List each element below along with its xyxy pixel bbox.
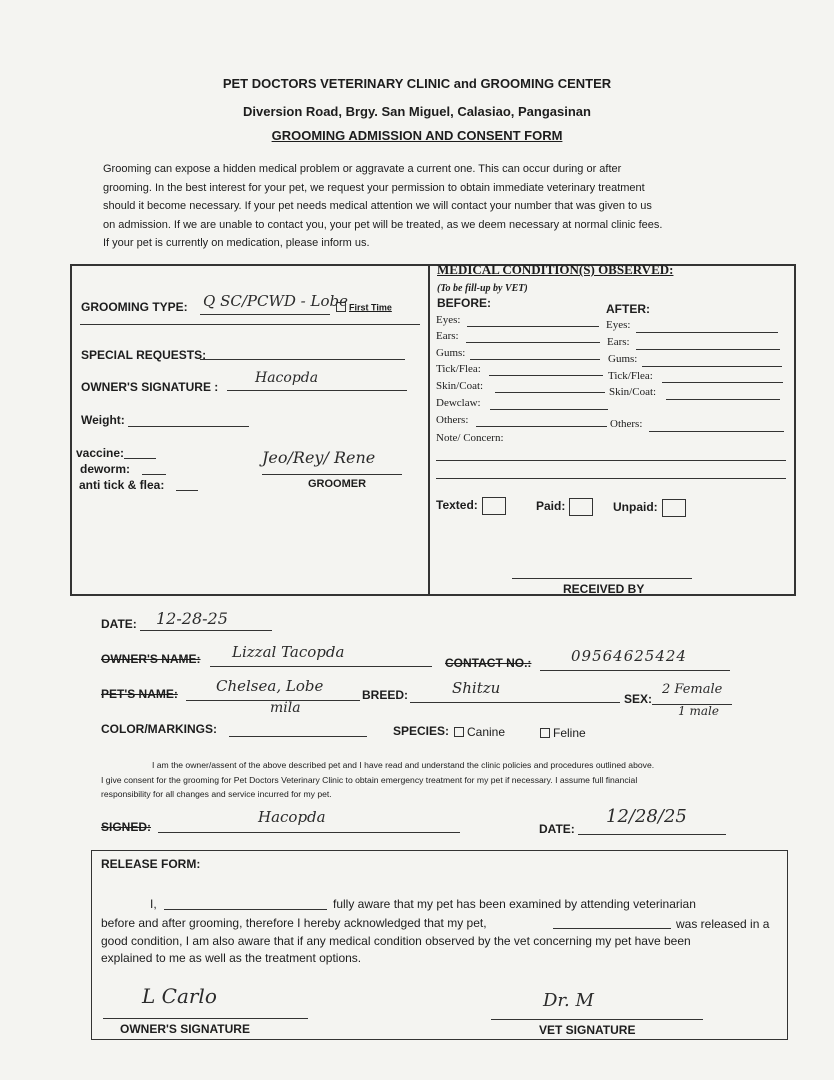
before-label: BEFORE: bbox=[437, 296, 491, 310]
before-others-line bbox=[476, 426, 607, 427]
sex-label: SEX: bbox=[624, 692, 653, 706]
before-ears-line bbox=[466, 342, 600, 343]
release-owner-signature-line bbox=[103, 1018, 308, 1019]
owner-signature-label: OWNER'S SIGNATURE : bbox=[81, 380, 219, 394]
pet-name-value-2: mila bbox=[270, 700, 301, 716]
after-label: AFTER: bbox=[606, 302, 650, 316]
release-vet-signature-line bbox=[491, 1019, 703, 1020]
intro-line: Grooming can expose a hidden medical problem or aggravate a current one. This can occur during or after bbox=[103, 163, 622, 175]
feline-label: Feline bbox=[553, 726, 586, 740]
intro-line: grooming. In the best interest for your pet, we request your permission to obtain immediate veterinary treatment bbox=[103, 181, 645, 194]
consent-line: I am the owner/assent of the above described pet and I have read and understand the clinic policies and procedures outlined above. bbox=[152, 760, 655, 770]
note-line-1 bbox=[436, 460, 786, 461]
first-time-checkbox[interactable] bbox=[334, 302, 392, 314]
vaccine-label: vaccine: bbox=[76, 446, 125, 460]
received-by-label: RECEIVED BY bbox=[563, 582, 645, 596]
box-divider bbox=[428, 266, 430, 594]
groomer-label: GROOMER bbox=[308, 478, 367, 490]
feline-checkbox[interactable] bbox=[540, 728, 550, 738]
signed-label: SIGNED: bbox=[101, 820, 152, 834]
weight-label: Weight: bbox=[81, 413, 125, 427]
canine-checkbox[interactable] bbox=[454, 727, 464, 737]
received-by-line bbox=[512, 578, 692, 579]
texted-checkbox[interactable] bbox=[436, 497, 506, 515]
owner-name-label: OWNER'S NAME: bbox=[101, 652, 201, 666]
after-gums-line bbox=[642, 366, 782, 367]
vaccine-line bbox=[124, 458, 156, 459]
after-skin-coat-line bbox=[666, 399, 780, 400]
medical-condition-title: MEDICAL CONDITION(S) OBSERVED: bbox=[437, 262, 674, 277]
before-dewclaw: Dewclaw: bbox=[436, 397, 481, 409]
note-concern-label: Note/ Concern: bbox=[436, 432, 504, 444]
owner-name-line bbox=[210, 666, 432, 667]
groomer-line bbox=[262, 474, 402, 475]
signed-value: Hacopda bbox=[258, 808, 326, 826]
species-label: SPECIES: bbox=[393, 724, 450, 738]
owner-signature-value: Hacopda bbox=[255, 370, 319, 386]
after-others: Others: bbox=[610, 418, 643, 430]
after-others-line bbox=[649, 431, 784, 432]
special-requests-label: SPECIAL REQUESTS: bbox=[81, 348, 207, 362]
clinic-address: Diversion Road, Brgy. San Miguel, Calasiao, Pangasinan bbox=[243, 104, 591, 119]
canine-label: Canine bbox=[467, 725, 506, 739]
before-gums: Gums: bbox=[436, 347, 466, 359]
date-label: DATE: bbox=[101, 617, 137, 631]
consent-date-value: 12/28/25 bbox=[606, 806, 687, 827]
consent-line: responsibility for all changes and service incurred for my pet. bbox=[101, 789, 332, 799]
note-line-2 bbox=[436, 478, 786, 479]
special-requests-line bbox=[200, 359, 405, 360]
before-skin-coat-line bbox=[495, 392, 605, 393]
before-skin-coat: Skin/Coat: bbox=[436, 380, 484, 392]
pet-name-value: Chelsea, Lobe bbox=[216, 677, 324, 695]
unpaid-label: Unpaid: bbox=[613, 500, 658, 515]
release-line-1a: I, bbox=[150, 897, 157, 911]
after-skin-coat: Skin/Coat: bbox=[609, 386, 657, 398]
sex-value: 2 Female bbox=[662, 682, 723, 697]
breed-line bbox=[410, 702, 620, 703]
release-line-2a: before and after grooming, therefore I hereby acknowledged that my pet, bbox=[101, 916, 487, 930]
after-eyes: Eyes: bbox=[606, 319, 631, 331]
before-dewclaw-line bbox=[490, 409, 608, 410]
release-line-2b: was released in a bbox=[676, 917, 770, 931]
grooming-type-line bbox=[200, 314, 330, 315]
weight-line bbox=[128, 426, 249, 427]
release-line-3: good condition, I am also aware that if any medical condition observed by the vet concerning my pet have been bbox=[101, 934, 691, 948]
vet-subtitle: (To be fill-up by VET) bbox=[437, 283, 528, 294]
first-time-label: First Time bbox=[349, 302, 392, 313]
release-line-4: explained to me as well as the treatment options. bbox=[101, 951, 362, 965]
intro-line: on admission. If we are unable to contact you, your pet will be treated, as we deem necessary at normal clinic fees. bbox=[103, 218, 663, 231]
release-name-line bbox=[164, 909, 327, 910]
before-eyes: Eyes: bbox=[436, 314, 461, 326]
breed-label: BREED: bbox=[362, 688, 409, 702]
before-ears: Ears: bbox=[436, 330, 459, 342]
date-line bbox=[140, 630, 272, 631]
before-tick-flea-line bbox=[489, 375, 603, 376]
after-eyes-line bbox=[636, 332, 778, 333]
owner-signature-line bbox=[227, 390, 407, 391]
deworm-label: deworm: bbox=[80, 462, 131, 476]
clinic-name: PET DOCTORS VETERINARY CLINIC and GROOMING CENTER bbox=[222, 76, 612, 91]
contact-label: CONTACT NO.: bbox=[445, 656, 532, 670]
intro-line: If your pet is currently on medication, please inform us. bbox=[103, 237, 370, 249]
before-tick-flea: Tick/Flea: bbox=[436, 363, 481, 375]
release-owner-signature-label: OWNER'S SIGNATURE bbox=[120, 1022, 250, 1036]
date-value: 12-28-25 bbox=[156, 609, 228, 628]
consent-date-label: DATE: bbox=[539, 822, 575, 836]
after-ears: Ears: bbox=[607, 336, 630, 348]
before-gums-line bbox=[470, 359, 600, 360]
grooming-type-line-2 bbox=[80, 324, 420, 325]
feline-option[interactable] bbox=[538, 726, 586, 740]
deworm-line bbox=[142, 474, 166, 475]
consent-line: I give consent for the grooming for Pet Doctors Veterinary Clinic to obtain emergency treatment for my pet if necessary. I assume full financial bbox=[101, 775, 638, 785]
grooming-type-value: Q SC/PCWD - Lobe bbox=[203, 292, 348, 310]
anti-tick-label: anti tick & flea: bbox=[79, 478, 165, 492]
grooming-type-label: GROOMING TYPE: bbox=[81, 300, 188, 314]
release-vet-signature-value: Dr. M bbox=[543, 990, 594, 1011]
contact-value: 09564625424 bbox=[571, 647, 687, 665]
groomer-value: Jeo/Rey/ Rene bbox=[262, 448, 376, 467]
consent-date-line bbox=[578, 834, 726, 835]
species-field bbox=[393, 724, 449, 738]
release-vet-signature-label: VET SIGNATURE bbox=[539, 1023, 636, 1037]
after-ears-line bbox=[636, 349, 780, 350]
paid-label: Paid: bbox=[536, 499, 566, 514]
signed-line bbox=[158, 832, 460, 833]
pet-name-label: PET'S NAME: bbox=[101, 687, 178, 701]
intro-paragraph bbox=[103, 160, 662, 253]
after-tick-flea: Tick/Flea: bbox=[608, 370, 653, 382]
form-title: GROOMING ADMISSION AND CONSENT FORM bbox=[271, 128, 563, 143]
texted-label: Texted: bbox=[436, 498, 478, 513]
anti-tick-line bbox=[176, 490, 198, 491]
release-form-title: RELEASE FORM: bbox=[101, 857, 201, 871]
canine-option[interactable] bbox=[452, 725, 505, 739]
release-owner-signature-value: L Carlo bbox=[142, 984, 217, 1008]
color-markings-label: COLOR/MARKINGS: bbox=[101, 722, 217, 736]
release-line-1b: fully aware that my pet has been examined by attending veterinarian bbox=[333, 897, 696, 911]
breed-value: Shitzu bbox=[452, 679, 501, 697]
color-markings-line bbox=[229, 736, 367, 737]
before-others: Others: bbox=[436, 414, 469, 426]
release-pet-line bbox=[553, 928, 671, 929]
paid-checkbox[interactable] bbox=[536, 498, 593, 516]
intro-line: should it become necessary. If your pet needs medical attention we will contact your number that was given to us bbox=[103, 200, 652, 212]
owner-name-value: Lizzal Tacopda bbox=[232, 643, 345, 661]
unpaid-checkbox[interactable] bbox=[613, 499, 686, 517]
contact-line bbox=[540, 670, 730, 671]
after-tick-flea-line bbox=[662, 382, 783, 383]
sex-value-2: 1 male bbox=[678, 704, 719, 718]
before-eyes-line bbox=[467, 326, 599, 327]
after-gums: Gums: bbox=[608, 353, 638, 365]
